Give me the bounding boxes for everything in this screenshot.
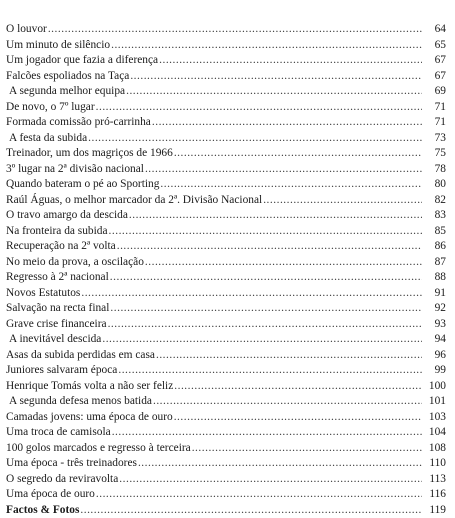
toc-leader-dots: [96, 100, 422, 116]
toc-entry: [6, 348, 446, 364]
toc-entry-title: Na fronteira da subida: [6, 224, 108, 240]
toc-entry-title: 100 golos marcados e regresso à terceira: [6, 441, 191, 457]
toc-entry: [6, 301, 446, 317]
toc-entry-page: 69: [424, 84, 446, 100]
toc-entry-page: 101: [424, 394, 446, 410]
toc-entry: [6, 208, 446, 224]
toc-entry-page: 88: [424, 270, 446, 286]
toc-leader-dots: [111, 38, 422, 54]
toc-leader-dots: [110, 301, 422, 317]
toc-entry: [6, 270, 446, 286]
toc-entry-page: 96: [424, 348, 446, 364]
toc-leader-dots: [153, 394, 422, 410]
toc-entry-page: 73: [424, 131, 446, 147]
toc-leader-dots: [108, 317, 422, 333]
toc-entry-title: Treinador, um dos magriços de 1966: [6, 146, 173, 162]
toc-entry-title: O travo amargo da descida: [6, 208, 128, 224]
toc-entry-title: Uma época de ouro: [6, 487, 95, 503]
toc-entry-page: 103: [424, 410, 446, 426]
toc-entry-title: Salvação na recta final: [6, 301, 109, 317]
toc-entry-page: 87: [424, 255, 446, 271]
toc-leader-dots: [48, 22, 422, 38]
toc-entry-page: 92: [424, 301, 446, 317]
toc-entry-title: A segunda defesa menos batida: [6, 394, 152, 410]
table-of-contents: [6, 22, 446, 518]
toc-entry-page: 75: [424, 146, 446, 162]
toc-entry: [6, 332, 446, 348]
toc-entry: [6, 84, 446, 100]
toc-entry-page: 100: [424, 379, 446, 395]
toc-entry-page: 116: [424, 487, 446, 503]
toc-entry: [6, 425, 446, 441]
toc-entry-page: 82: [424, 193, 446, 209]
toc-entry-title: Juniores salvaram época: [6, 363, 117, 379]
toc-entry-page: 67: [424, 53, 446, 69]
toc-entry: [6, 193, 446, 209]
toc-leader-dots: [118, 363, 422, 379]
toc-entry-page: 71: [424, 100, 446, 116]
toc-leader-dots: [80, 503, 422, 518]
toc-entry: [6, 146, 446, 162]
toc-entry-page: 113: [424, 472, 446, 488]
toc-entry-title: Uma troca de camisola: [6, 425, 111, 441]
toc-entry-title: Uma época - três treinadores: [6, 456, 137, 472]
toc-leader-dots: [138, 456, 422, 472]
toc-leader-dots: [102, 332, 422, 348]
toc-leader-dots: [174, 410, 422, 426]
toc-entry-page: 83: [424, 208, 446, 224]
toc-entry: [6, 503, 446, 518]
toc-leader-dots: [160, 177, 422, 193]
toc-entry-title: Raúl Águas, o melhor marcador da 2ª. Divisão Nacional: [6, 193, 262, 209]
toc-entry-title: Regresso à 2ª nacional: [6, 270, 109, 286]
toc-leader-dots: [145, 162, 422, 178]
toc-leader-dots: [88, 131, 422, 147]
toc-entry: [6, 69, 446, 85]
toc-entry: [6, 100, 446, 116]
toc-leader-dots: [174, 146, 422, 162]
toc-entry: [6, 38, 446, 54]
toc-leader-dots: [126, 84, 422, 100]
toc-entry-title: A inevitável descida: [6, 332, 101, 348]
toc-entry-page: 91: [424, 286, 446, 302]
toc-leader-dots: [130, 69, 422, 85]
toc-entry: [6, 441, 446, 457]
toc-entry-title: O segredo da reviravolta: [6, 472, 118, 488]
toc-entry: [6, 177, 446, 193]
toc-entry-title: No meio da prova, a oscilação: [6, 255, 144, 271]
toc-entry: [6, 456, 446, 472]
toc-entry-page: 99: [424, 363, 446, 379]
toc-entry-page: 64: [424, 22, 446, 38]
toc-entry: [6, 286, 446, 302]
toc-entry-title: O louvor: [6, 22, 47, 38]
toc-entry: [6, 487, 446, 503]
toc-entry-page: 104: [424, 425, 446, 441]
toc-entry-title: A festa da subida: [6, 131, 87, 147]
toc-leader-dots: [112, 425, 422, 441]
toc-entry: [6, 317, 446, 333]
toc-entry-page: 67: [424, 69, 446, 85]
toc-entry-title: Novos Estatutos: [6, 286, 80, 302]
toc-leader-dots: [159, 53, 422, 69]
toc-entry-page: 78: [424, 162, 446, 178]
toc-entry-title: Quando bateram o pé ao Sporting: [6, 177, 159, 193]
toc-entry: [6, 53, 446, 69]
toc-entry-page: 85: [424, 224, 446, 240]
toc-entry-title: Asas da subida perdidas em casa: [6, 348, 155, 364]
toc-entry: [6, 410, 446, 426]
toc-entry-title: Um jogador que fazia a diferença: [6, 53, 158, 69]
toc-entry: [6, 224, 446, 240]
toc-leader-dots: [109, 224, 422, 240]
toc-entry-page: 80: [424, 177, 446, 193]
toc-entry: [6, 239, 446, 255]
toc-entry: [6, 363, 446, 379]
toc-leader-dots: [174, 379, 422, 395]
toc-entry: [6, 394, 446, 410]
toc-entry-title: 3º lugar na 2ª divisão nacional: [6, 162, 144, 178]
toc-entry-page: 65: [424, 38, 446, 54]
toc-entry-page: 94: [424, 332, 446, 348]
toc-entry-title: Formada comissão pró-carrinha: [6, 115, 151, 131]
toc-entry-page: 110: [424, 456, 446, 472]
toc-entry-title: Recuperação na 2ª volta: [6, 239, 116, 255]
toc-entry-title: Factos & Fotos: [6, 503, 79, 518]
toc-entry-title: Falcões espoliados na Taça: [6, 69, 129, 85]
toc-leader-dots: [145, 255, 422, 271]
toc-entry: [6, 131, 446, 147]
toc-leader-dots: [119, 472, 422, 488]
toc-entry-title: Camadas jovens: uma época de ouro: [6, 410, 173, 426]
toc-leader-dots: [129, 208, 422, 224]
toc-entry-title: De novo, o 7º lugar: [6, 100, 95, 116]
toc-entry: [6, 115, 446, 131]
toc-entry-page: 71: [424, 115, 446, 131]
toc-leader-dots: [110, 270, 422, 286]
toc-leader-dots: [81, 286, 422, 302]
toc-entry-title: Grave crise financeira: [6, 317, 107, 333]
toc-entry-title: Um minuto de silêncio: [6, 38, 110, 54]
toc-entry: [6, 472, 446, 488]
toc-leader-dots: [192, 441, 422, 457]
toc-entry-page: 108: [424, 441, 446, 457]
toc-entry: [6, 22, 446, 38]
toc-leader-dots: [96, 487, 422, 503]
toc-entry: [6, 255, 446, 271]
toc-leader-dots: [263, 193, 422, 209]
toc-entry-page: 119: [424, 503, 446, 518]
toc-leader-dots: [152, 115, 422, 131]
toc-entry-page: 93: [424, 317, 446, 333]
toc-leader-dots: [117, 239, 422, 255]
toc-entry: [6, 162, 446, 178]
toc-entry: [6, 379, 446, 395]
toc-entry-title: A segunda melhor equipa: [6, 84, 125, 100]
toc-leader-dots: [156, 348, 422, 364]
toc-entry-title: Henrique Tomás volta a não ser feliz: [6, 379, 173, 395]
toc-entry-page: 86: [424, 239, 446, 255]
